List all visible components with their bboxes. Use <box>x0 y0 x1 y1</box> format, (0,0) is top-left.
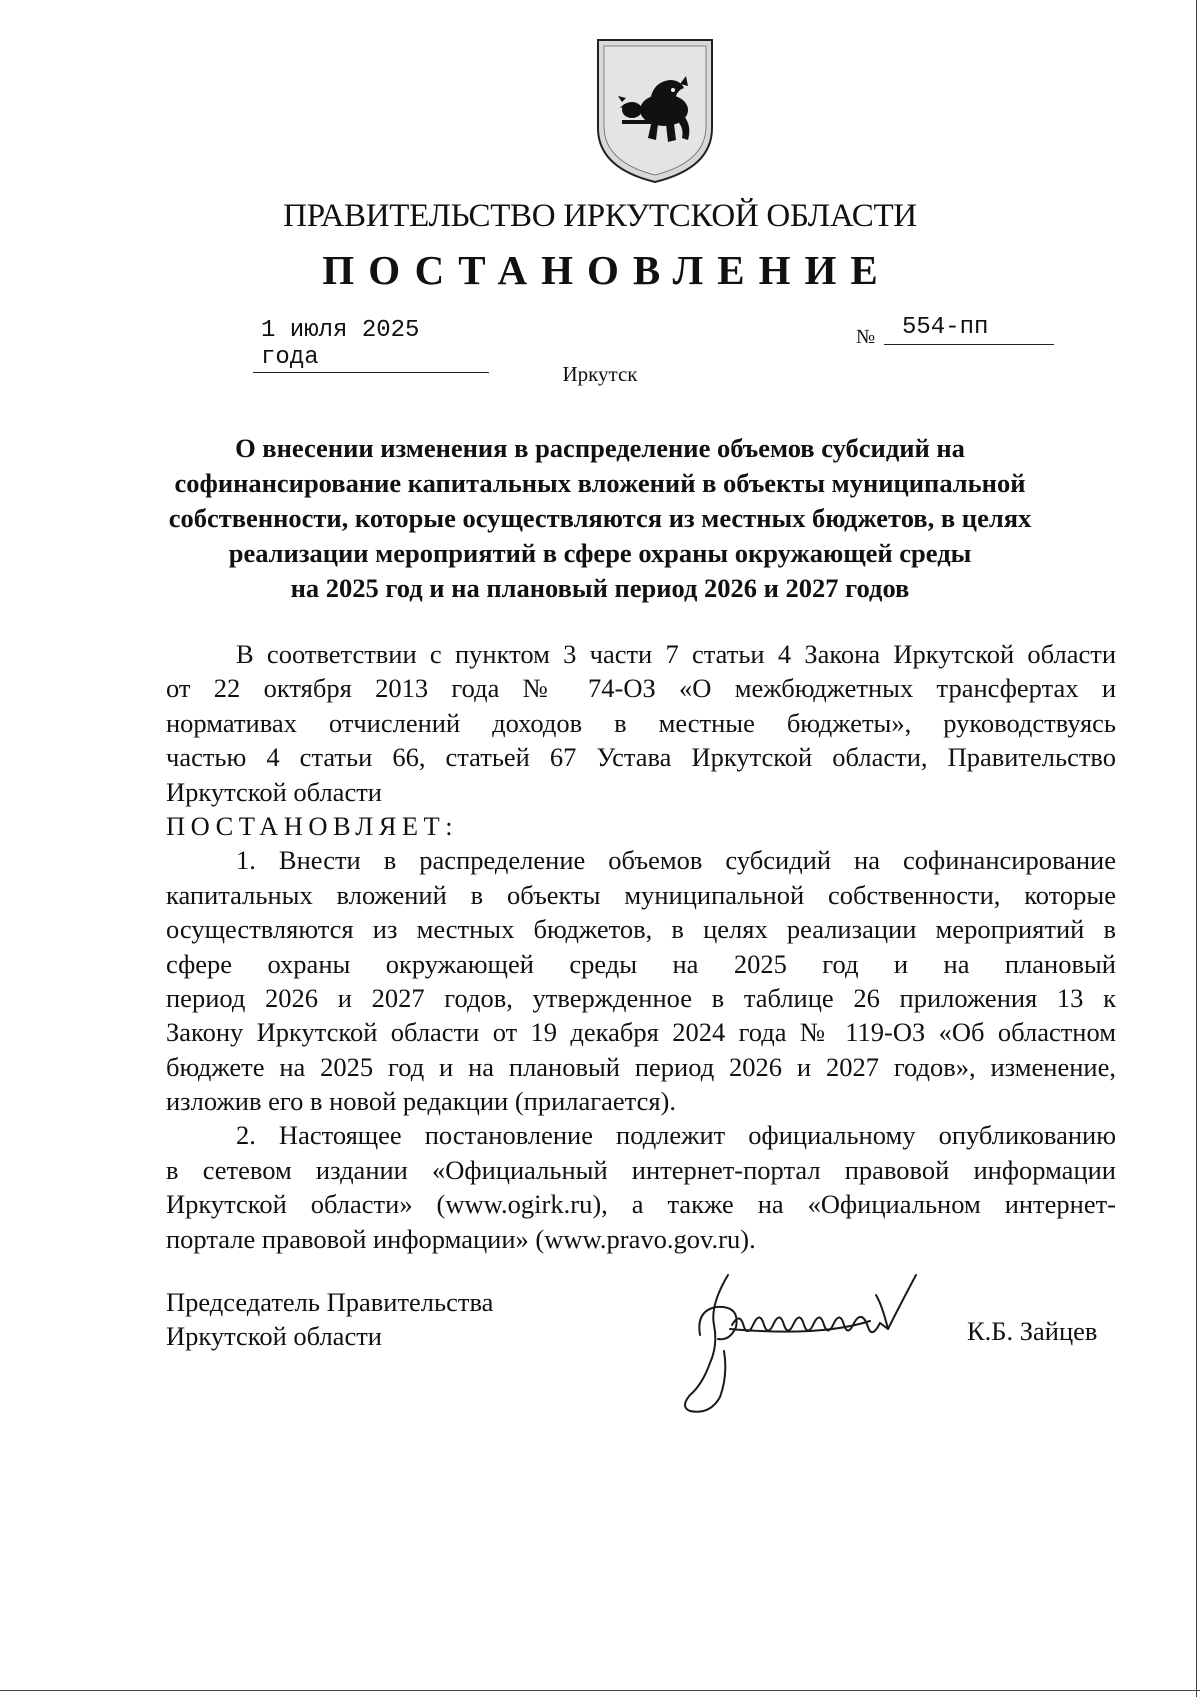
item2-line: 2. Настоящее постановление подлежит официальному опубликованию <box>236 1120 1116 1151</box>
item1-line: бюджете на 2025 год и на плановый период 2026 и 2027 годов», изменение, <box>166 1051 1116 1082</box>
resolves-keyword: ПОСТАНОВЛЯЕТ: <box>166 810 459 841</box>
item2-line: Иркутской области» (www.ogirk.ru), а также на «Официальном интернет- <box>166 1189 1116 1220</box>
coat-of-arms-icon <box>594 36 716 186</box>
item2-line: портале правовой информации» (www.pravo.gov.ru). <box>166 1223 756 1254</box>
preamble-line: от 22 октября 2013 года № 74-ОЗ «О межбюджетных трансфертах и <box>166 673 1116 704</box>
heading-line: софинансирование капитальных вложений в объекты муниципальной <box>174 468 1026 498</box>
page-edge-bottom <box>0 1690 1200 1691</box>
heading-line: на 2025 год и на плановый период 2026 и 2027 годов <box>290 573 910 603</box>
item1-line: 1. Внести в распределение объемов субсидий на софинансирование <box>236 845 1116 876</box>
heading-line: реализации мероприятий в сфере охраны окружающей среды <box>228 538 972 568</box>
heading-line: собственности, которые осуществляются из местных бюджетов, в целях <box>168 503 1032 533</box>
document-heading <box>150 431 1050 606</box>
document-type-title: ПОСТАНОВЛЕНИЕ <box>322 247 892 293</box>
signature-icon <box>670 1265 970 1415</box>
signatory-position-line: Председатель Правительства <box>166 1287 494 1317</box>
document-city: Иркутск <box>562 362 638 386</box>
item1-line: период 2026 и 2027 годов, утвержденное в таблице 26 приложения 13 к <box>166 982 1116 1013</box>
item1-line: сфере охраны окружающей среды на 2025 год и на плановый <box>166 948 1116 979</box>
signer-name: К.Б. Зайцев <box>967 1316 1098 1346</box>
document-date: 1 июля 2025 года <box>253 317 489 373</box>
item1-line: осуществляются из местных бюджетов, в целях реализации мероприятий в <box>166 914 1116 945</box>
document-number: 554-пп <box>884 314 1054 345</box>
government-title: ПРАВИТЕЛЬСТВО ИРКУТСКОЙ ОБЛАСТИ <box>283 198 917 234</box>
item1-line: Закону Иркутской области от 19 декабря 2024 года № 119-ОЗ «Об областном <box>166 1017 1116 1048</box>
item1-line: изложив его в новой редакции (прилагается). <box>166 1086 676 1117</box>
item1-line: капитальных вложений в объекты муниципальной собственности, которые <box>166 879 1116 910</box>
preamble-line: Иркутской области <box>166 776 382 807</box>
heading-line: О внесении изменения в распределение объемов субсидий на <box>235 433 965 463</box>
number-sign: № <box>856 326 876 348</box>
preamble-line: В соответствии с пунктом 3 части 7 статьи 4 Закона Иркутской области <box>236 639 1116 669</box>
signatory-position-line: Иркутской области <box>166 1321 382 1351</box>
preamble-line: частью 4 статьи 66, статьей 67 Устава Иркутской области, Правительство <box>166 742 1116 773</box>
signatory-position <box>166 1285 493 1353</box>
document-body <box>166 637 1116 1256</box>
preamble-line: нормативах отчислений доходов в местные бюджеты», руководствуясь <box>166 707 1116 738</box>
item2-line: в сетевом издании «Официальный интернет-портал правовой информации <box>166 1154 1116 1185</box>
